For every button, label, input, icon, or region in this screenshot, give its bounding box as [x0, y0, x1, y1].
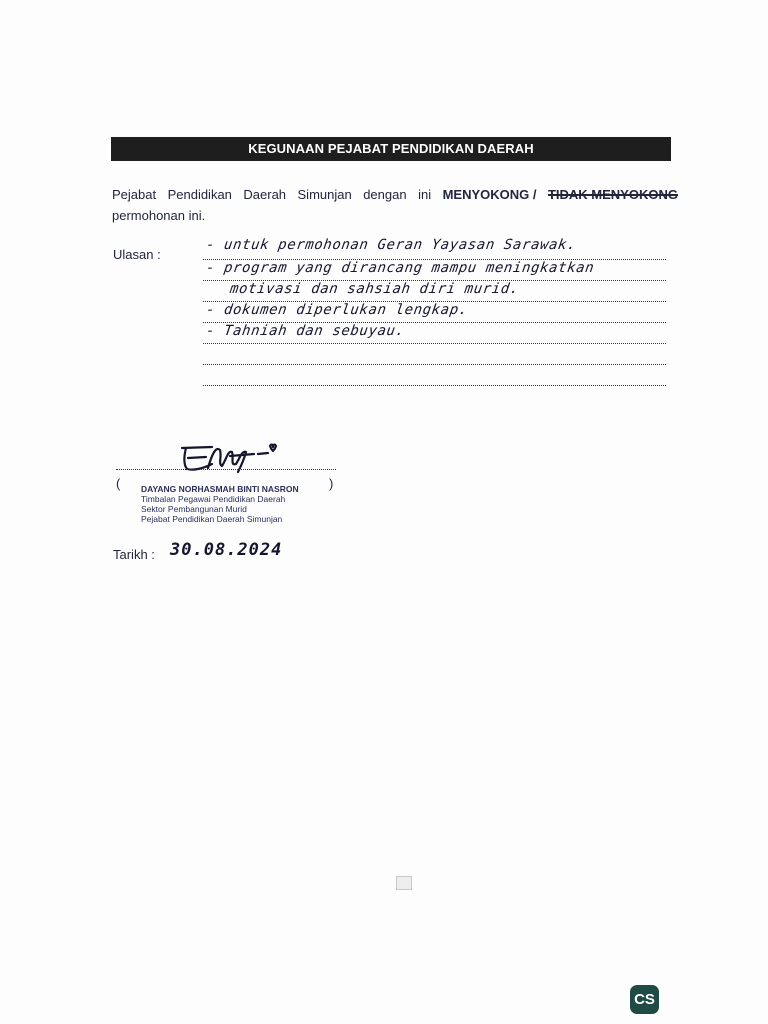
statement-word: Simunjan	[297, 187, 352, 202]
camscanner-logo-icon: CS	[630, 985, 659, 1014]
statement-word: dengan	[363, 187, 407, 202]
open-parenthesis: (	[116, 476, 121, 491]
comment-rule-line	[203, 385, 666, 386]
support-option: MENYOKONG /	[442, 187, 537, 202]
date-value: 30.08.2024	[170, 540, 283, 560]
not-support-option-struck: TIDAK MENYOKONG	[547, 187, 678, 202]
statement-word: ini	[418, 187, 432, 202]
statement-word: Pendidikan	[167, 187, 232, 202]
signatory-title-line: Timbalan Pegawai Pendidikan Daerah	[141, 494, 286, 504]
signatory-title-line: Sektor Pembangunan Murid	[141, 504, 247, 514]
handwritten-comment: - untuk permohonan Geran Yayasan Sarawak.	[204, 237, 578, 253]
handwritten-comment: motivasi dan sahsiah diri murid.	[228, 281, 521, 297]
handwritten-comment: - program yang dirancang mampu meningkatkan	[204, 260, 596, 276]
signatory-title-line: Pejabat Pendidikan Daerah Simunjan	[141, 514, 283, 524]
section-header: KEGUNAAN PEJABAT PENDIDIKAN DAERAH	[111, 137, 671, 161]
scan-artifact-icon	[396, 876, 412, 890]
signature-line	[116, 469, 336, 470]
signatory-stamp	[141, 484, 299, 524]
statement-word: Daerah	[243, 187, 287, 202]
comment-rule-line	[203, 364, 666, 365]
signatory-name: DAYANG NORHASMAH BINTI NASRON	[141, 484, 299, 494]
handwritten-comment: - dokumen diperlukan lengkap.	[204, 302, 469, 318]
handwritten-comment: - Tahniah dan sebuyau.	[204, 323, 406, 339]
statement-line-2: permohonan ini.	[112, 208, 206, 223]
support-statement	[112, 184, 678, 226]
comments-label: Ulasan :	[113, 247, 161, 262]
comment-rule-line	[203, 343, 666, 344]
statement-line-1	[112, 184, 678, 205]
date-label: Tarikh :	[113, 547, 155, 562]
statement-word: Pejabat	[112, 187, 157, 202]
close-parenthesis: )	[329, 476, 334, 491]
